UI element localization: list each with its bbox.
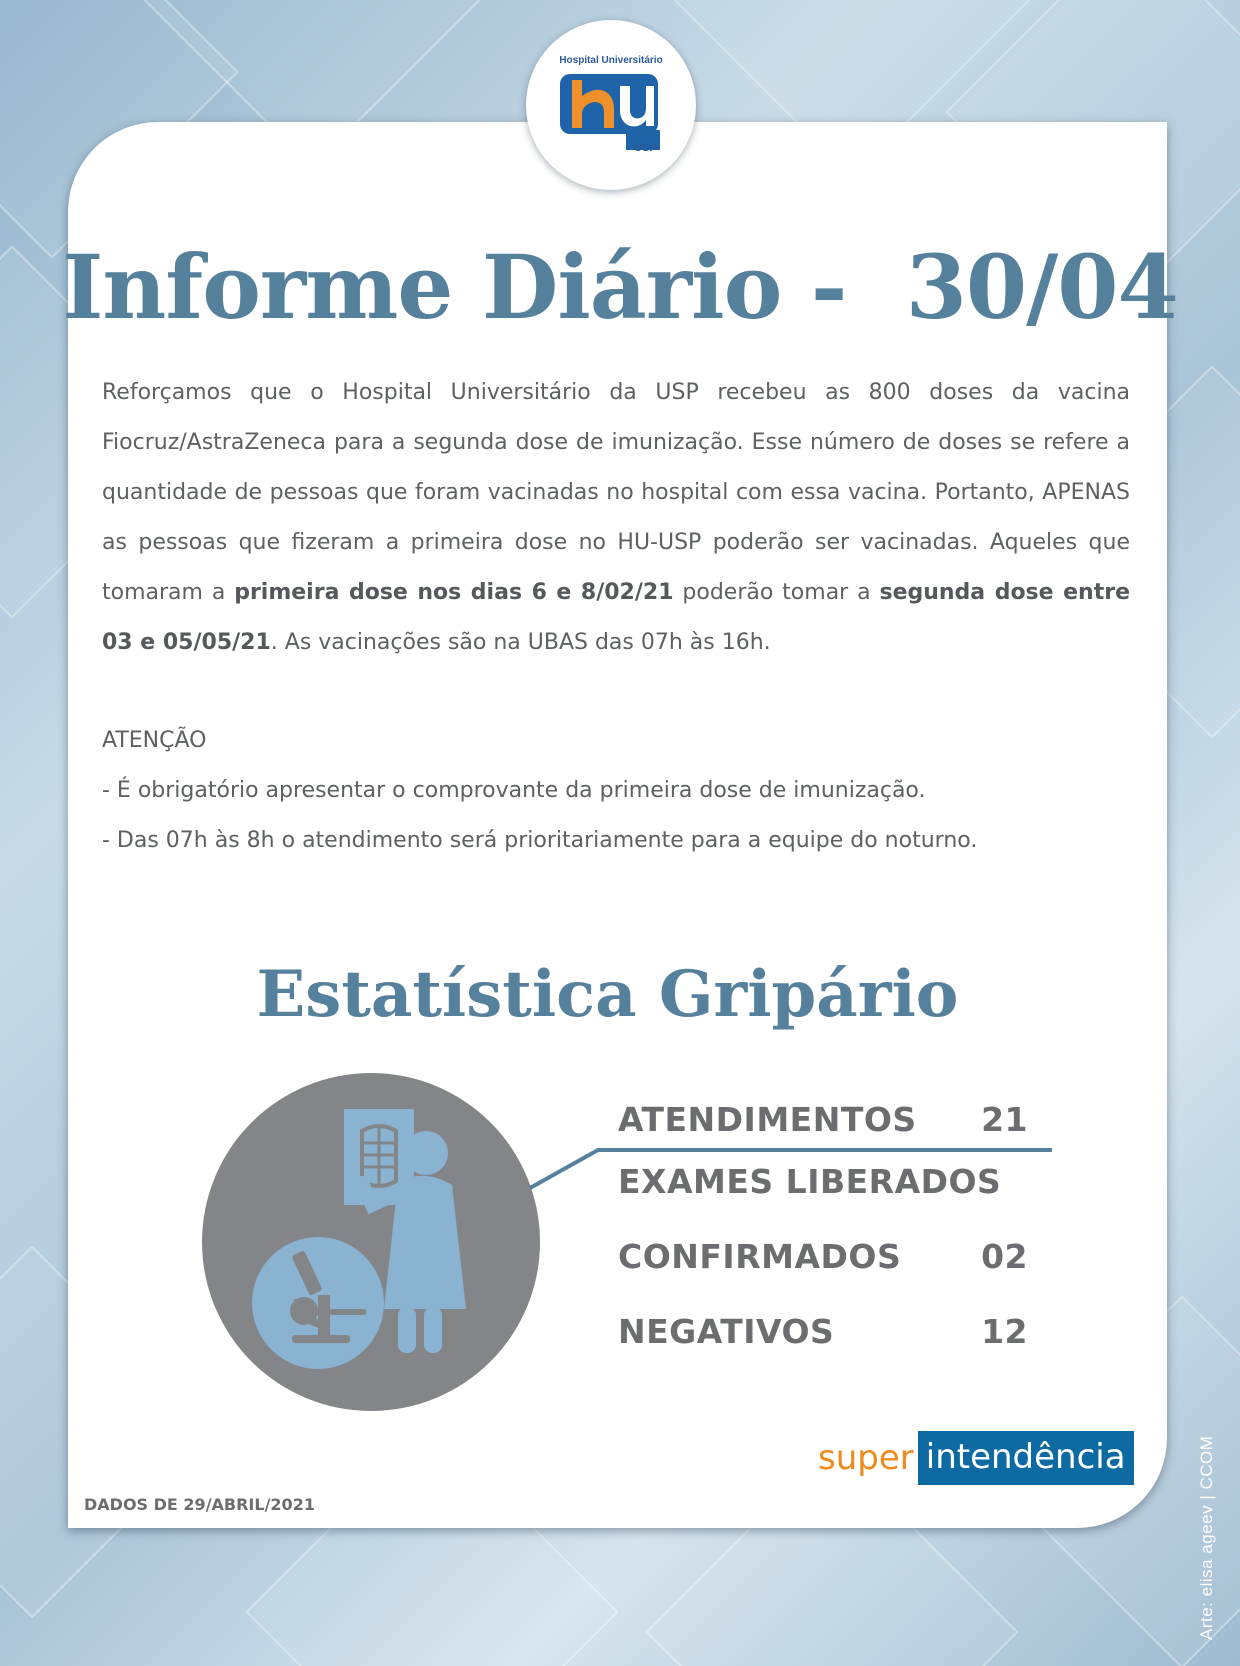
stats-illustration (202, 1073, 540, 1411)
stat-label: CONFIRMADOS (618, 1237, 902, 1276)
art-credit: Arte: elisa ageev | CCOM (1197, 1435, 1216, 1640)
data-date-footer: DADOS DE 29/ABRIL/2021 (84, 1495, 315, 1514)
superintendencia-logo (818, 1431, 1134, 1485)
announcement-paragraph (102, 368, 1130, 668)
paragraph-bold-1: primeira dose nos dias 6 e 8/02/21 (234, 580, 674, 605)
paragraph-bold-2: segunda dose entre 03 e 05/05/21 (102, 580, 1130, 655)
stat-row-confirmados (618, 1237, 1038, 1276)
stats-title: Estatística Gripário (256, 957, 959, 1032)
page-title: Informe Diário - 30/04 (62, 235, 1178, 339)
logo-usp-text: USP (634, 142, 657, 154)
stat-row-atendimentos (618, 1100, 1038, 1139)
stat-value: 02 (981, 1237, 1028, 1276)
stat-label: NEGATIVOS (618, 1312, 835, 1351)
doctor-xray-microscope-icon (202, 1073, 540, 1411)
brand-part-intendencia: intendência (918, 1431, 1134, 1485)
stat-value: 21 (981, 1100, 1028, 1139)
attention-item-1: - É obrigatório apresentar o comprovante da primeira dose de imunização. (102, 778, 926, 803)
brand-part-super: super (818, 1438, 914, 1478)
paragraph-text-3: . As vacinações são na UBAS das 07h às 16h. (270, 630, 771, 655)
paragraph-text-2: poderão tomar a (673, 580, 880, 605)
logo-top-text: Hospital Universitário (559, 55, 663, 66)
stat-row-exames-liberados (618, 1162, 1038, 1201)
stat-label: ATENDIMENTOS (618, 1100, 917, 1139)
attention-heading: ATENÇÃO (102, 728, 207, 753)
hospital-logo (526, 20, 696, 190)
stat-label: EXAMES LIBERADOS (618, 1162, 1002, 1201)
paragraph-text-1: Reforçamos que o Hospital Universitário da USP recebeu as 800 doses da vacina Fiocruz/AstraZeneca para a segunda dose de imunização. Esse número de doses se refere a quantidade de pessoas que foram vacinadas no hospital com essa vacina. Portanto, APENAS as pessoas que fizeram a primeira dose no HU-USP poderão ser vacinadas. Aqueles que tomaram a (102, 380, 1130, 605)
hu-logo-mark-icon (526, 20, 696, 190)
attention-item-2: - Das 07h às 8h o atendimento será prioritariamente para a equipe do noturno. (102, 828, 978, 853)
stat-value: 12 (981, 1312, 1028, 1351)
stat-row-negativos (618, 1312, 1038, 1351)
